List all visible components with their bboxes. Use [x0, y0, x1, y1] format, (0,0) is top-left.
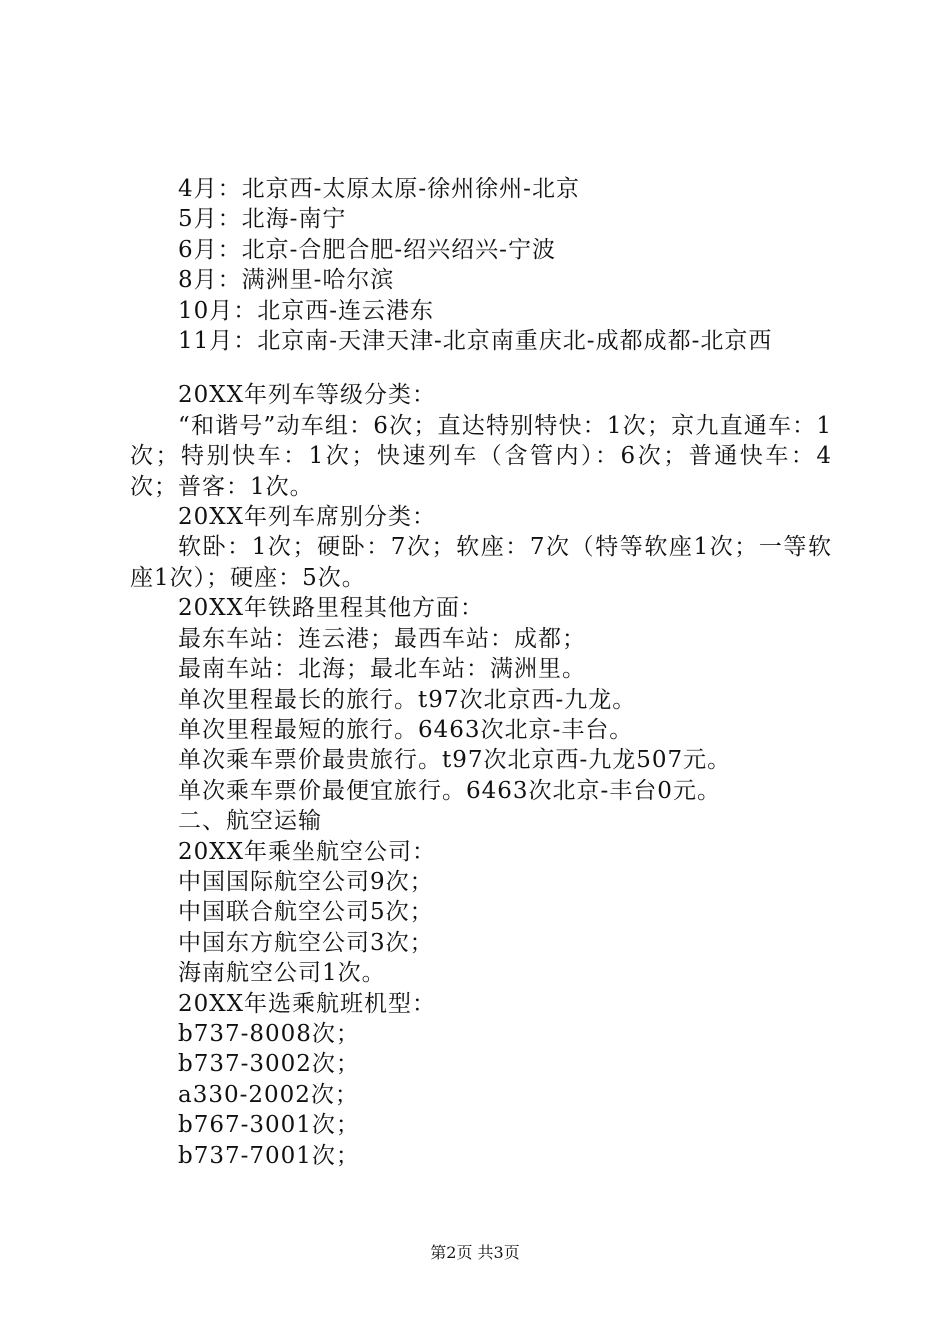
aircraft-line: b737-8008次；: [178, 1020, 360, 1047]
other-heading: 20XX年铁路里程其他方面：: [178, 595, 485, 622]
seat-class-heading: 20XX年列车席别分类：: [178, 504, 437, 531]
other-line: 单次里程最长的旅行。t97次北京西-九龙。: [178, 686, 637, 713]
other-line: 单次里程最短的旅行。6463次北京-丰台。: [178, 716, 634, 743]
train-class-paragraph: “和谐号”动车组：6次；直达特别特快：1次；京九直通车：1次；特别快车：1次；快速列车（含管内）：6次；普通快车：4次；普客：1次。: [130, 412, 832, 500]
route-line: 4月：北京西-太原太原-徐州徐州-北京: [178, 176, 580, 202]
airline-line: 中国东方航空公司3次；: [178, 929, 434, 956]
air-section-heading: 二、航空运输: [178, 808, 322, 835]
airline-heading: 20XX年乘坐航空公司：: [178, 838, 437, 865]
other-line: 最南车站：北海；最北车站：满洲里。: [178, 656, 586, 683]
route-line: 6月：北京-合肥合肥-绍兴绍兴-宁波: [178, 236, 556, 263]
aircraft-line: b767-3001次；: [178, 1112, 360, 1139]
airline-line: 海南航空公司1次。: [178, 960, 386, 987]
aircraft-line: a330-2002次；: [178, 1081, 359, 1108]
aircraft-line: b737-3002次；: [178, 1051, 360, 1078]
other-line: 单次乘车票价最贵旅行。t97次北京西-九龙507元。: [178, 747, 732, 774]
route-line: 5月：北海-南宁: [178, 206, 347, 233]
document-body: [130, 174, 832, 1171]
seat-class-paragraph: 软卧：1次；硬卧：7次；软座：7次（特等软座1次；一等软座1次）；硬座：5次。: [130, 534, 832, 591]
other-line: 最东车站：连云港；最西车站：成都；: [178, 625, 586, 652]
route-line: 11月：北京南-天津天津-北京南重庆北-成都成都-北京西: [178, 328, 773, 355]
other-line: 单次乘车票价最便宜旅行。6463次北京-丰台0元。: [178, 777, 721, 804]
paragraph-gap: [130, 356, 832, 380]
aircraft-line: b737-7001次；: [178, 1142, 360, 1169]
airline-line: 中国联合航空公司5次；: [178, 899, 434, 926]
route-line: 10月：北京西-连云港东: [178, 297, 435, 324]
page-footer: 第2页 共3页: [430, 1243, 520, 1262]
aircraft-heading: 20XX年选乘航班机型：: [178, 990, 437, 1017]
route-line: 8月：满洲里-哈尔滨: [178, 267, 395, 294]
airline-line: 中国国际航空公司9次；: [178, 868, 434, 895]
train-class-heading: 20XX年列车等级分类：: [178, 382, 437, 409]
